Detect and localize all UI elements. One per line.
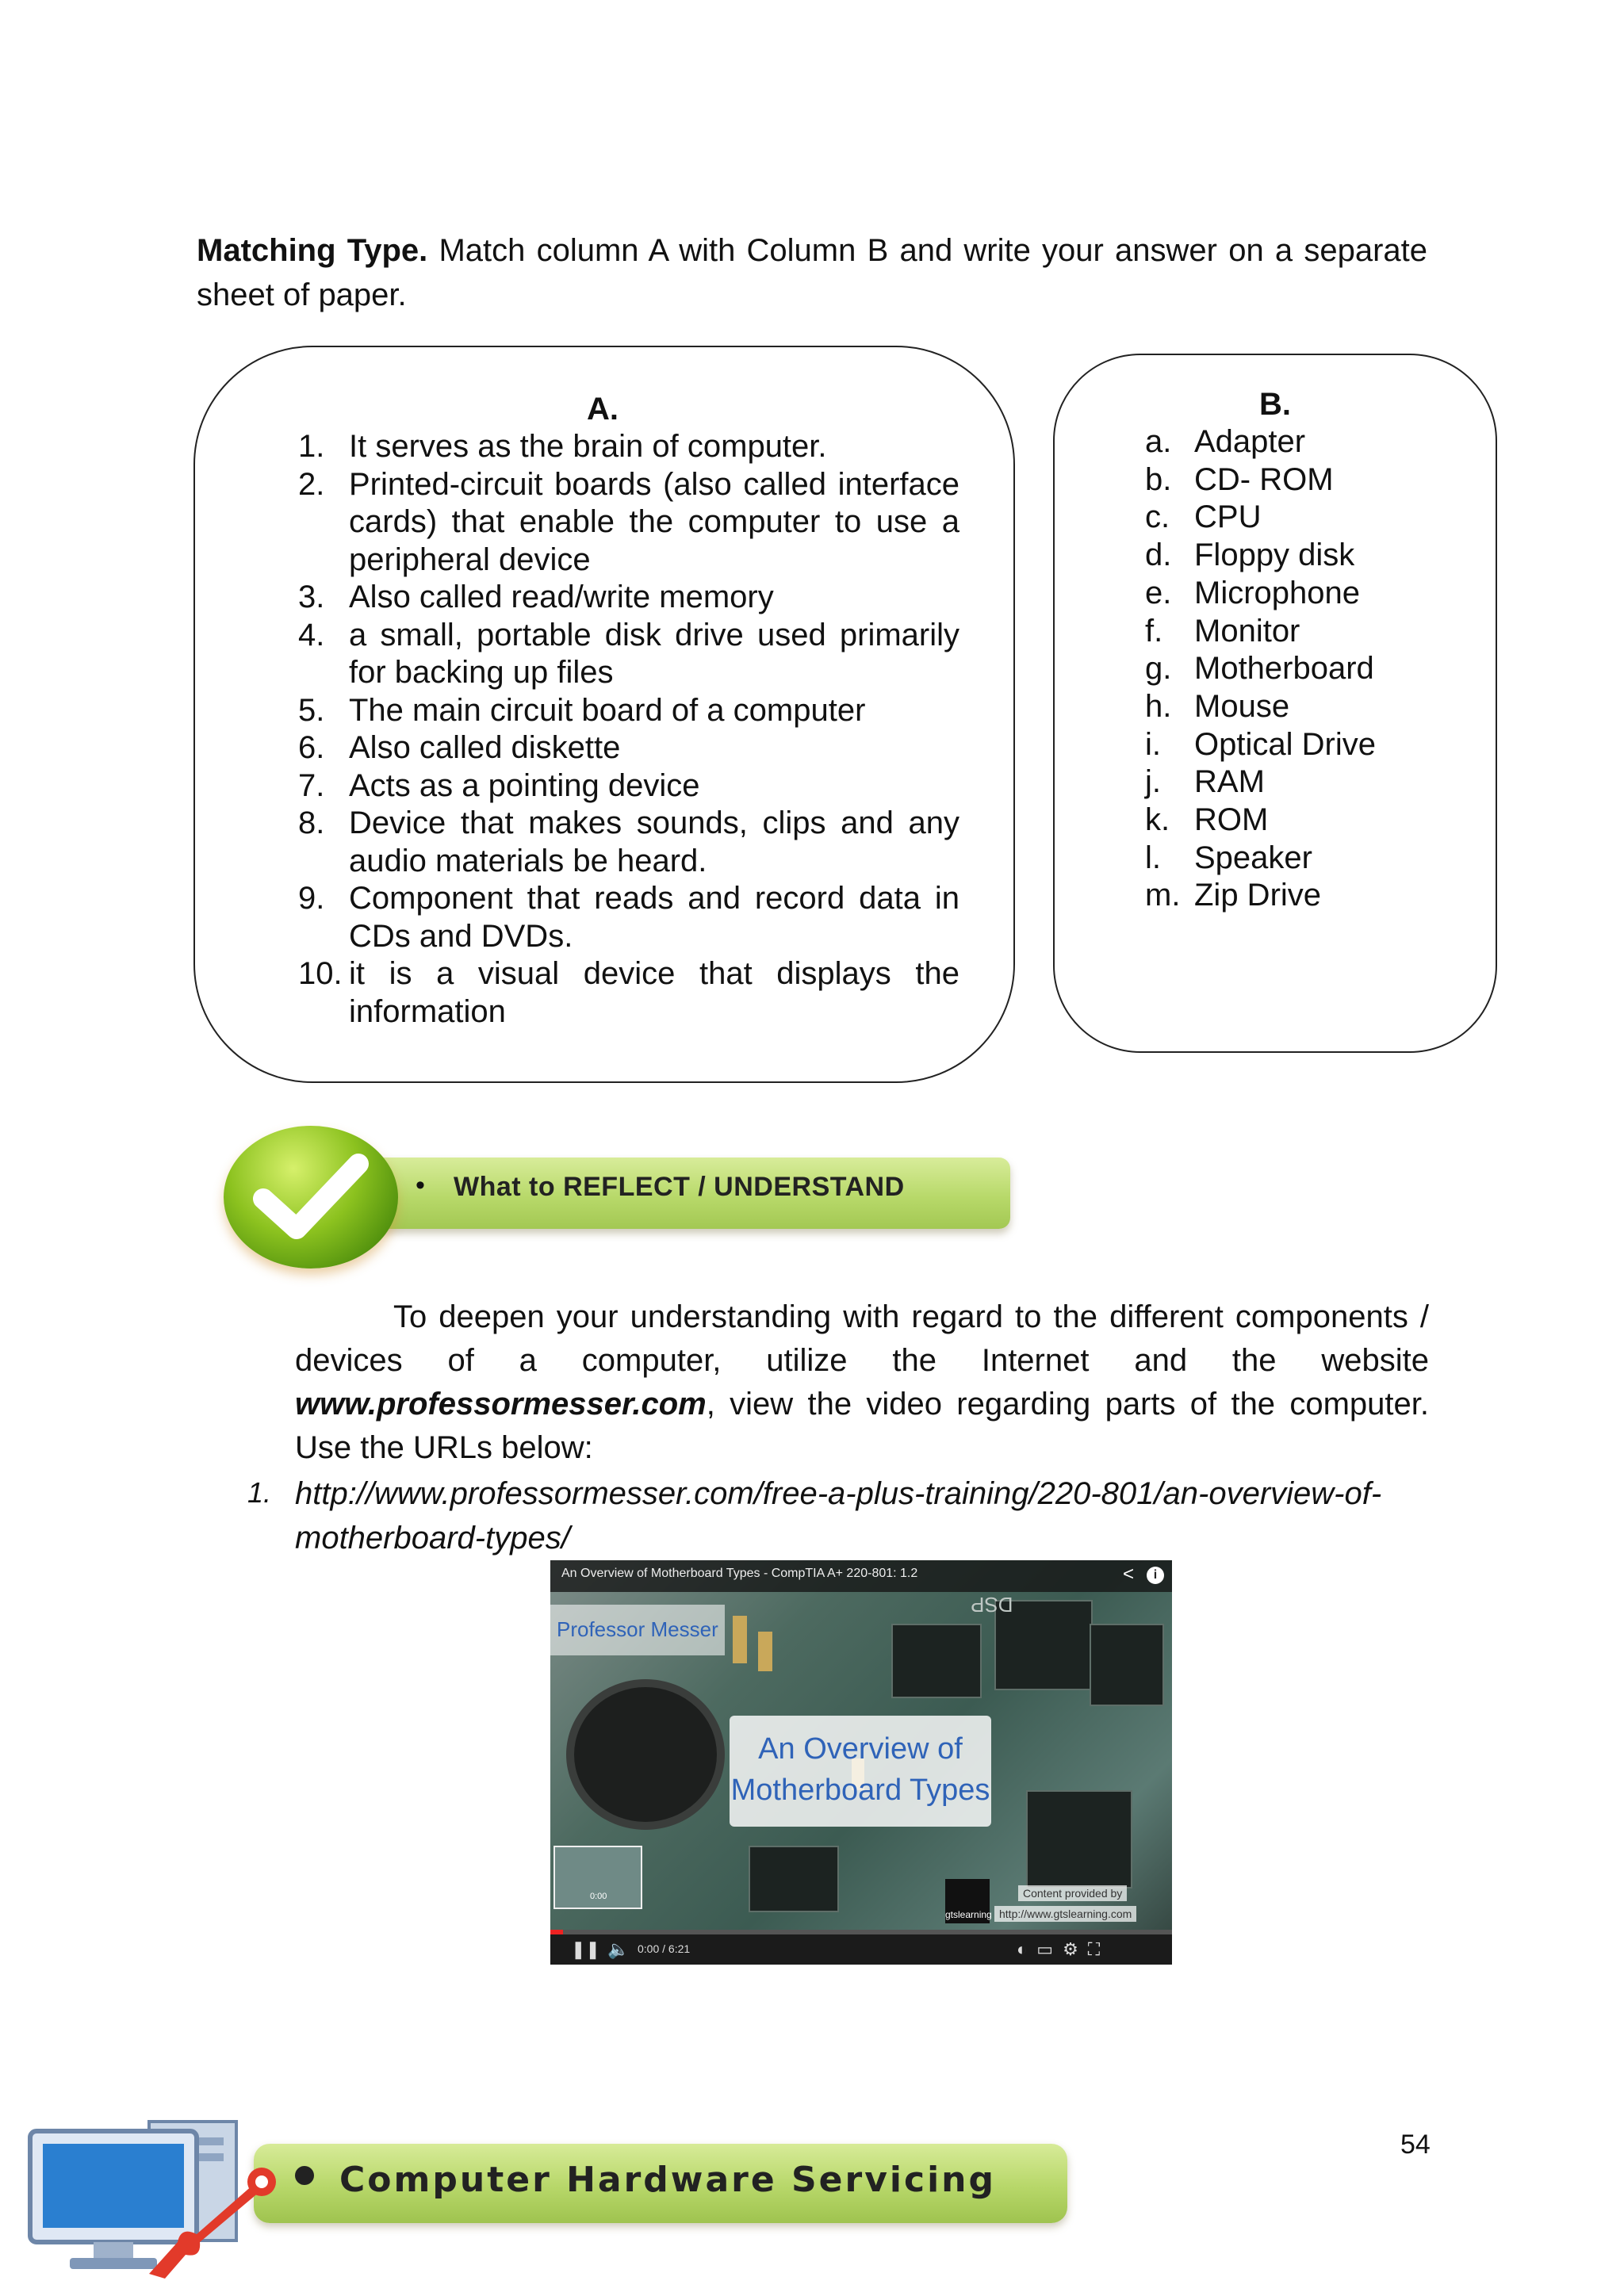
column-a-item — [298, 729, 959, 767]
column-b-item — [1145, 613, 1376, 651]
column-b-item — [1145, 802, 1376, 840]
reflect-paragraph — [295, 1295, 1429, 1470]
column-a-list — [298, 428, 959, 1031]
share-icon[interactable]: < — [1123, 1563, 1135, 1585]
column-a-item — [298, 579, 959, 617]
item-letter: i. — [1145, 726, 1161, 762]
fan-shape — [566, 1679, 725, 1830]
item-text: Zip Drive — [1194, 878, 1322, 913]
brand-name: Professor Messer — [557, 1617, 718, 1641]
item-text: Floppy disk — [1194, 538, 1355, 573]
item-letter: h. — [1145, 688, 1172, 724]
column-b-item — [1145, 650, 1376, 688]
item-text: Monitor — [1194, 613, 1300, 649]
video-time: 0:00 / 6:21 — [638, 1942, 691, 1955]
video-settings-icons[interactable]: ◐▭⚙⛶ — [1017, 1939, 1110, 1959]
column-a-item — [298, 955, 959, 1031]
footer-title: Computer Hardware Servicing — [339, 2160, 996, 2200]
item-text: Device that makes sounds, clips and any audio materials be heard. — [349, 806, 959, 878]
paragraph-text-before: To deepen your understanding with regard to the different components / devices of a computer, utilize the Internet and the website — [295, 1299, 1429, 1378]
column-a-item — [298, 880, 959, 955]
column-b-item — [1145, 499, 1376, 537]
video-preview-thumbnail — [553, 1846, 642, 1909]
item-letter: k. — [1145, 802, 1170, 838]
item-number: 6. — [298, 730, 325, 765]
item-text: Microphone — [1194, 575, 1361, 610]
item-text: CD- ROM — [1194, 461, 1334, 497]
item-number: 10. — [298, 956, 343, 991]
item-letter: d. — [1145, 538, 1172, 573]
item-text: CPU — [1194, 499, 1262, 535]
item-number: 7. — [298, 767, 325, 803]
item-letter: e. — [1145, 575, 1172, 610]
column-b-item — [1145, 877, 1376, 915]
paragraph-text-after: , view the video regarding parts of the computer. Use the URLs below: — [295, 1387, 1429, 1465]
item-number: 8. — [298, 806, 325, 840]
website-link[interactable]: www.professormesser.com — [295, 1387, 707, 1422]
video-thumbnail[interactable] — [550, 1560, 1172, 1965]
item-text: The main circuit board of a computer — [349, 692, 866, 728]
footer-bullet-icon — [295, 2166, 314, 2185]
chip — [1090, 1624, 1164, 1706]
dsp-chip-label: DSP — [971, 1593, 1013, 1617]
item-text: Acts as a pointing device — [349, 767, 700, 803]
gts-logo-text: gtslearning — [945, 1909, 992, 1920]
info-icon[interactable]: i — [1147, 1567, 1164, 1584]
item-text: Speaker — [1194, 840, 1312, 875]
component — [758, 1632, 772, 1671]
reflect-banner-label: What to REFLECT / UNDERSTAND — [454, 1172, 905, 1202]
checkmark-glyph — [224, 1126, 398, 1269]
item-number: 3. — [298, 580, 325, 614]
item-text: It serves as the brain of computer. — [349, 429, 827, 464]
video-title[interactable]: An Overview of Motherboard Types - CompTIA A+ 220-801: 1.2 — [561, 1567, 918, 1580]
pause-icon[interactable]: ❚❚ — [571, 1939, 600, 1959]
column-b-item — [1145, 840, 1376, 878]
item-text: Component that reads and record data in CDs and DVDs. — [349, 881, 959, 954]
banner-bullet: • — [416, 1170, 425, 1200]
column-b-list — [1145, 423, 1376, 915]
item-letter: c. — [1145, 499, 1170, 535]
item-text: RAM — [1194, 764, 1265, 800]
column-b-item — [1145, 688, 1376, 726]
item-text: Also called read/write memory — [349, 580, 774, 614]
instructions-heading: Matching Type. — [197, 233, 428, 268]
item-number: 5. — [298, 692, 325, 728]
column-b-item — [1145, 461, 1376, 499]
column-a-item — [298, 466, 959, 580]
url-number: 1. — [247, 1476, 272, 1509]
column-a-item — [298, 428, 959, 466]
component — [733, 1616, 747, 1663]
checkmark-icon — [224, 1126, 398, 1269]
column-a-item — [298, 805, 959, 880]
url-link[interactable]: http://www.professormesser.com/free-a-plus-training/220-801/an-overview-of-motherboard-types/ — [295, 1476, 1382, 1556]
title-card-text — [730, 1728, 991, 1811]
computer-wrench-icon — [22, 2115, 276, 2282]
item-number: 1. — [298, 429, 325, 464]
column-b-item — [1145, 575, 1376, 613]
item-text: it is a visual device that displays the information — [349, 956, 959, 1029]
column-a-item — [298, 692, 959, 730]
item-letter: b. — [1145, 461, 1172, 497]
column-b-item — [1145, 423, 1376, 461]
item-letter: f. — [1145, 613, 1163, 649]
credit-line2: http://www.gtslearning.com — [994, 1906, 1136, 1922]
item-letter: g. — [1145, 651, 1172, 687]
chip — [891, 1624, 982, 1698]
column-a-title: A. — [587, 392, 619, 427]
volume-icon[interactable]: 🔈 — [607, 1939, 630, 1959]
item-letter: l. — [1145, 840, 1161, 875]
instructions-text: Match column A with Column B and write your answer on a separate sheet of paper. — [197, 233, 1428, 312]
item-text: Optical Drive — [1194, 726, 1376, 762]
item-text: Also called diskette — [349, 730, 621, 765]
item-number: 9. — [298, 881, 325, 916]
item-text: Printed-circuit boards (also called interface cards) that enable the computer to use a peripheral device — [349, 466, 959, 577]
item-text: ROM — [1194, 802, 1269, 838]
chip — [749, 1846, 839, 1912]
column-b-item — [1145, 763, 1376, 802]
title-card-line2: Motherboard Types — [730, 1774, 990, 1807]
page-number: 54 — [1400, 2130, 1431, 2160]
item-letter: m. — [1145, 878, 1181, 913]
item-text: Mouse — [1194, 688, 1290, 724]
title-card-line1: An Overview of — [758, 1732, 963, 1766]
item-number: 2. — [298, 466, 325, 502]
matching-type-instructions — [197, 228, 1427, 317]
column-b-item — [1145, 537, 1376, 575]
credit-line1: Content provided by — [1018, 1885, 1127, 1901]
column-a-item — [298, 767, 959, 806]
column-b-title: B. — [1259, 387, 1291, 422]
chip — [1026, 1790, 1132, 1888]
column-a-item — [298, 617, 959, 692]
item-text: Adapter — [1194, 424, 1306, 459]
item-text: Motherboard — [1194, 651, 1374, 687]
mini-time: 0:00 — [590, 1892, 607, 1901]
item-letter: a. — [1145, 424, 1172, 459]
item-text: a small, portable disk drive used primarily for backing up files — [349, 617, 959, 690]
column-b-item — [1145, 726, 1376, 764]
item-number: 4. — [298, 617, 325, 652]
item-letter: j. — [1145, 764, 1161, 800]
